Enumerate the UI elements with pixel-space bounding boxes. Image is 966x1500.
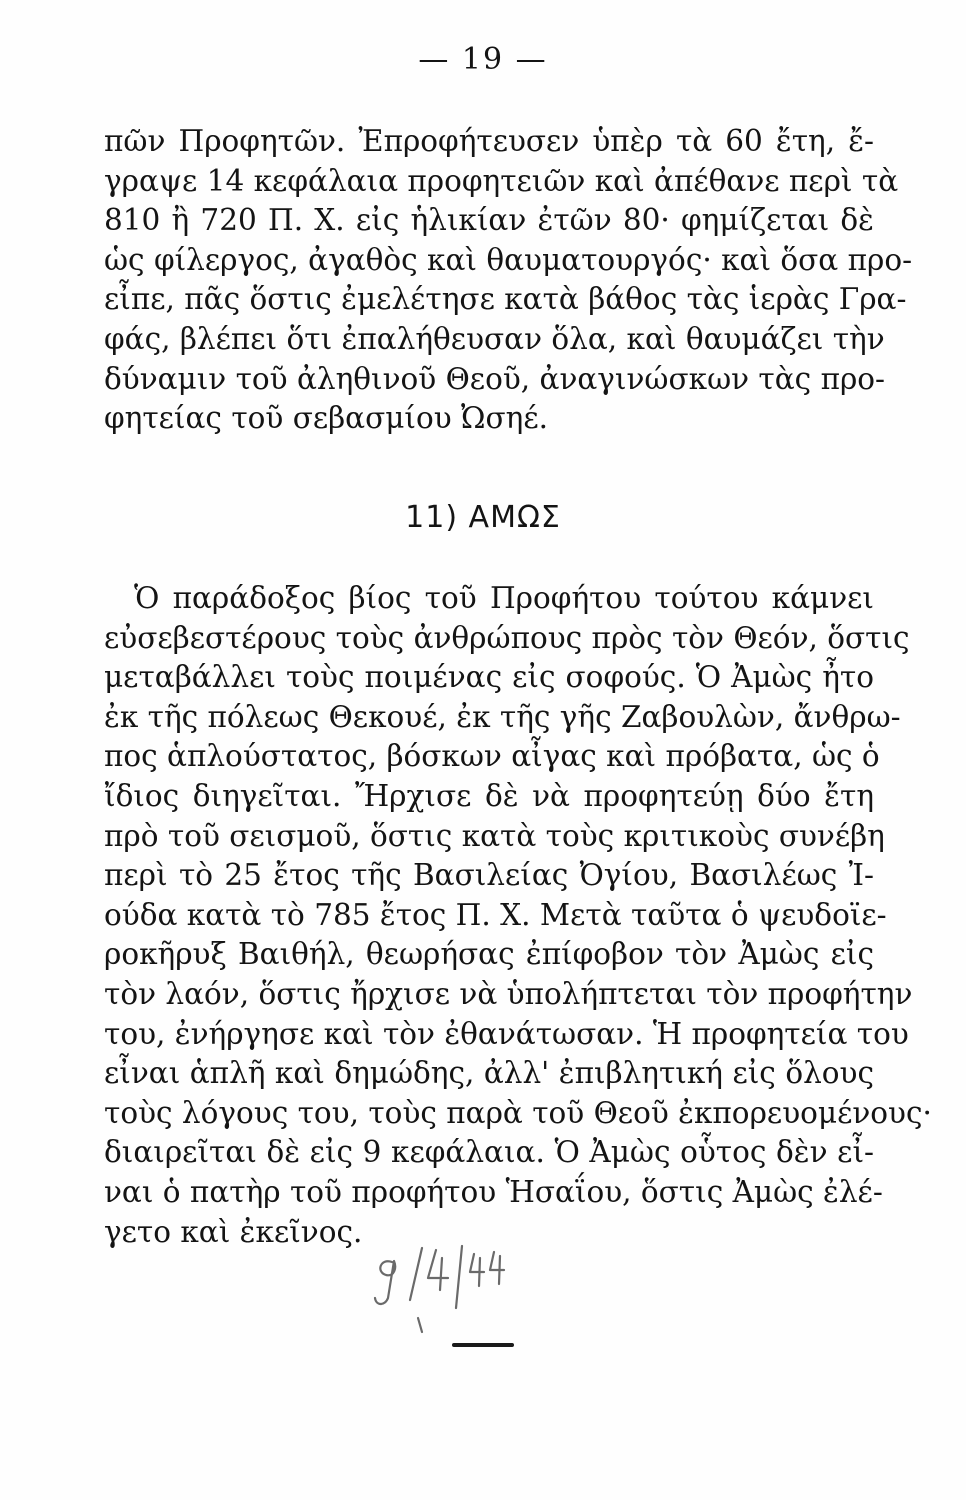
text-line: φάς, βλέπει ὅτι ἐπαλήθευσαν ὅλα, καὶ θαυμάζει τὴν [104, 321, 885, 356]
page-number: — 19 — [418, 42, 548, 77]
text-line: φητείας τοῦ σεβασμίου Ὠσηέ. [104, 401, 548, 436]
text-line: μεταβάλλει τοὺς ποιμένας εἰς σοφούς. Ὁ Ἀμὼς ἦτο [104, 660, 874, 695]
text-line: γραψε 14 κεφάλαια προφητειῶν καὶ ἀπέθανε περὶ τὰ [104, 163, 899, 198]
text-line: ἴδιος διηγεῖται. Ἤρχισε δὲ νὰ προφητεύῃ δύο ἔτη [104, 778, 874, 813]
text-line: δύναμιν τοῦ ἀληθινοῦ Θεοῦ, ἀναγινώσκων τὰς προ- [104, 361, 886, 396]
text-line: Ὁ παράδοξος βίος τοῦ Προφήτου τούτου κάμνει [134, 581, 874, 615]
paragraph-1 [104, 122, 913, 439]
section-heading: 11) ΑΜΩΣ [405, 500, 561, 535]
text-line: πῶν Προφητῶν. Ἐπροφήτευσεν ὑπὲρ τὰ 60 ἔτη, ἔ- [104, 124, 874, 158]
decorative-rule [452, 1343, 514, 1347]
text-line: περὶ τὸ 25 ἔτος τῆς Βασιλείας Ὀγίου, Βασιλέως Ἰ- [104, 858, 874, 893]
text-line: ἐκ τῆς πόλεως Θεκουέ, ἐκ τῆς γῆς Ζαβουλὼν, ἄνθρω- [104, 699, 901, 734]
text-line: του, ἐνήργησε καὶ τὸν ἐθανάτωσαν. Ἡ προφητεία του [104, 1016, 909, 1051]
text-line: εὐσεβεστέρους τοὺς ἀνθρώπους πρὸς τὸν Θεόν, ὅστις [104, 620, 910, 655]
text-line: 810 ἢ 720 Π. Χ. εἰς ἡλικίαν ἐτῶν 80· φημίζεται δὲ [104, 203, 874, 238]
handwritten-date-note [370, 1228, 520, 1338]
text-line: πος ἁπλούστατος, βόσκων αἶγας καὶ πρόβατα, ὡς ὁ [104, 739, 880, 774]
paragraph-2 [104, 579, 932, 1252]
text-line: εἶπε, πᾶς ὅστις ἐμελέτησε κατὰ βάθος τὰς ἱερὰς Γρα- [104, 282, 907, 317]
text-line: ὡς φίλεργος, ἀγαθὸς καὶ θαυματουργός· καὶ ὅσα προ- [104, 242, 913, 277]
text-line: ναι ὁ πατὴρ τοῦ προφήτου Ἡσαΐου, ὅστις Ἀμὼς ἐλέ- [104, 1174, 883, 1209]
text-line: τὸν λαόν, ὅστις ἤρχισε νὰ ὑπολήπτεται τὸν προφήτην [104, 976, 913, 1011]
text-line: πρὸ τοῦ σεισμοῦ, ὅστις κατὰ τοὺς κριτικοὺς συνέβη [104, 818, 885, 853]
text-line: ροκῆρυξ Βαιθήλ, θεωρήσας ἐπίφοβον τὸν Ἀμὼς εἰς [104, 937, 874, 972]
text-line: εἶναι ἁπλῆ καὶ δημώδης, ἀλλ' ἐπιβλητική εἰς ὅλους [104, 1056, 874, 1091]
text-line: ούδα κατὰ τὸ 785 ἔτος Π. Χ. Μετὰ ταῦτα ὁ ψευδοϊε- [104, 897, 887, 932]
text-line: γετο καὶ ἐκεῖνος. [104, 1214, 363, 1249]
text-line: τοὺς λόγους του, τοὺς παρὰ τοῦ Θεοῦ ἐκπορευομένους· [104, 1095, 932, 1130]
text-line: διαιρεῖται δὲ εἰς 9 κεφάλαια. Ὁ Ἀμὼς οὗτος δὲν εἶ- [104, 1135, 874, 1170]
